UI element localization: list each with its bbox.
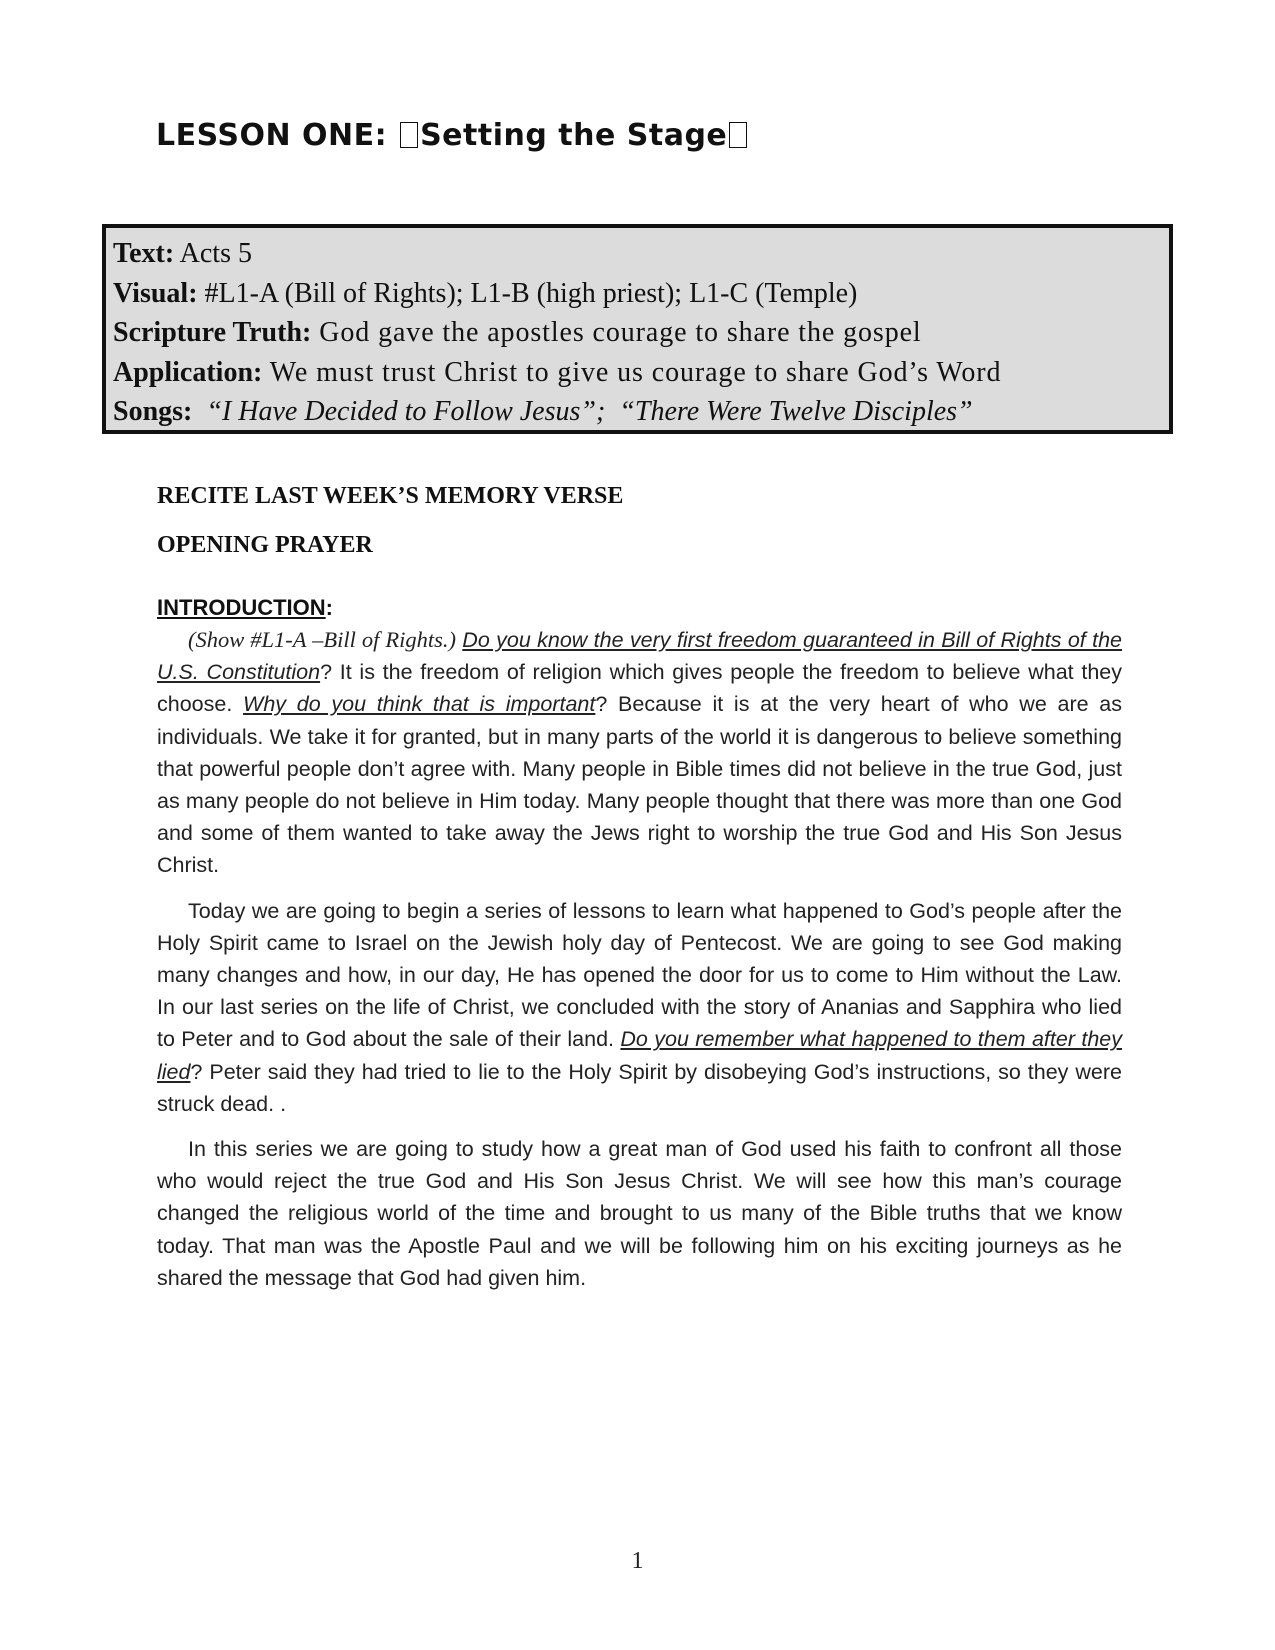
info-truth-value: God gave the apostles courage to share the gospel: [311, 317, 922, 348]
info-truth-label: Scripture Truth:: [113, 317, 312, 348]
missing-glyph-open-icon: [400, 122, 418, 148]
introduction-heading-colon: :: [325, 595, 333, 620]
recite-memory-verse-heading: RECITE LAST WEEK’S MEMORY VERSE: [157, 483, 624, 509]
lesson-info-box: [102, 224, 1173, 434]
paragraph-2: [157, 895, 1122, 1120]
show-visual-instruction: (Show #L1-A –Bill of Rights.): [188, 627, 456, 652]
question-remember-what-happened: Do you remember what happened to them after they lied: [157, 1027, 1122, 1084]
lesson-title-prefix: LESSON ONE:: [156, 118, 399, 153]
page-number: 1: [631, 1548, 644, 1574]
info-songs-value: “I Have Decided to Follow Jesus”; “There Were Twelve Disciples”: [192, 396, 973, 427]
info-visual-value: #L1-A (Bill of Rights); L1-B (high priest); L1-C (Temple): [197, 277, 858, 309]
paragraph-1: [157, 624, 1122, 882]
paragraph-3-text: In this series we are going to study how a great man of God used his faith to confront all those who would reject the true God and His Son Jesus Christ. We will see how this man’s courage changed the religious world of the time and brought to us many of the Bible truths that we know today. That man was the Apostle Paul and we will be following him on his exciting journeys as he shared the message that God had given him.: [157, 1137, 1122, 1290]
paragraph-1-text-a: ? It is the freedom of religion which gives people the freedom to believe what they choose.: [157, 660, 1122, 717]
info-application-label: Application:: [113, 356, 263, 388]
info-row-scripture-truth: [113, 313, 1169, 353]
opening-prayer-heading: OPENING PRAYER: [157, 532, 373, 558]
lesson-title-main: Setting the Stage: [420, 118, 728, 153]
question-first-freedom: Do you know the very first freedom guaranteed in Bill of Rights of the U.S. Constitution: [157, 628, 1122, 685]
info-application-value: We must trust Christ to give us courage to share God’s Word: [262, 356, 1002, 388]
info-text-label: Text:: [113, 238, 175, 269]
info-songs-label: Songs:: [113, 396, 193, 427]
paragraph-1-text-b: ? Because it is at the very heart of who we are as individuals. We take it for granted, but in many parts of the world it is dangerous to believe something that powerful people don’t agree with. Many people in Bible times did not believe in the true God, just as many people do not believe in Him today. Many people thought that there was more than one God and some of them wanted to take away the Jews right to worship the true God and His Son Jesus Christ.: [157, 692, 1123, 878]
info-row-text: [113, 234, 1169, 274]
paragraph-2-text-b: ? Peter said they had tried to lie to the Holy Spirit by disobeying God’s instructions, so they were struck dead. .: [157, 1059, 1122, 1116]
question-why-important: Why do you think that is important: [243, 692, 596, 717]
paragraph-3: [157, 1133, 1122, 1294]
missing-glyph-close-icon: [729, 122, 747, 148]
info-row-songs: [113, 392, 1169, 432]
introduction-heading-text: INTRODUCTION: [157, 595, 326, 620]
info-text-value: Acts 5: [174, 238, 252, 269]
lesson-title: [156, 118, 749, 153]
info-visual-label: Visual:: [113, 277, 198, 309]
introduction-body: [157, 624, 1122, 1307]
info-row-visual: [113, 274, 1169, 314]
info-row-application: [113, 353, 1169, 393]
introduction-heading: [157, 595, 333, 621]
paragraph-2-text-a: Today we are going to begin a series of lessons to learn what happened to God’s people after the Holy Spirit came to Israel on the Jewish holy day of Pentecost. We are going to see God making many changes and how, in our day, He has opened the door for us to come to Him without the Law. In our last series on the life of Christ, we concluded with the story of Ananias and Sapphira who lied to Peter and to God about the sale of their land.: [157, 898, 1122, 1052]
